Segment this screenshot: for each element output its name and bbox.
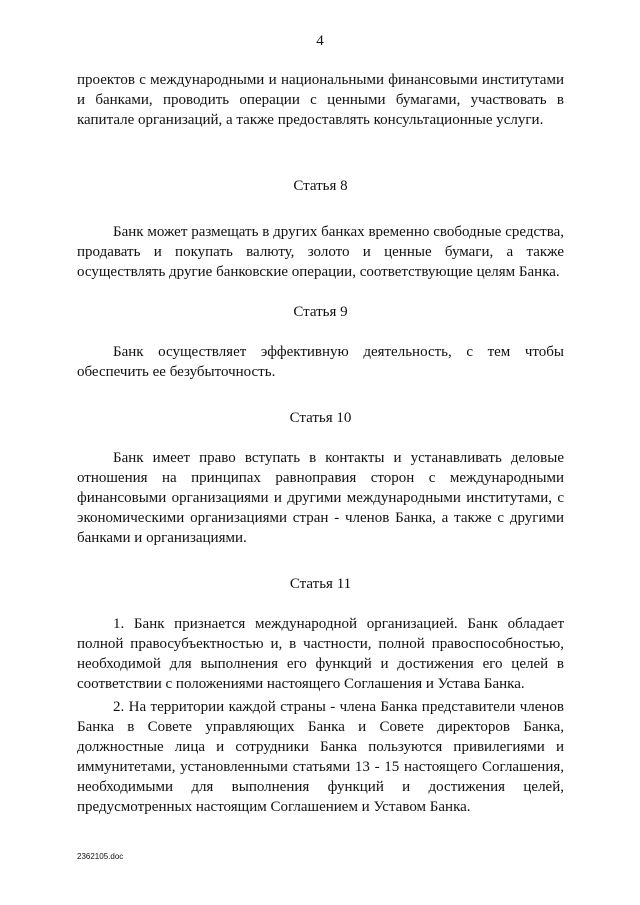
article-8-heading: Статья 8 [293,178,348,194]
article-10-text: Банк имеет право вступать в контакты и устанавливать деловые отношения на принципах равноправия сторон с международными финансовыми организациями и другими международными институтами, с экономическими организациями стран - членов Банка, а также с другими банками и организациями. [77,450,564,546]
article-9-text: Банк осуществляет эффективную деятельность, с тем чтобы обеспечить ее безубыточность. [77,344,564,380]
article-9-heading: Статья 9 [293,304,348,320]
article-11-heading: Статья 11 [289,576,352,592]
article-11-paragraph-1: 1. Банк признается международной организацией. Банк обладает полной правосубъектностью и, в частности, полной правоспособностью, необходимой для выполнения его функций и достижения его целей в соответствии с положениями настоящего Соглашения и Устава Банка. [77,616,564,692]
article-8-text: Банк может размещать в других банках временно свободные средства, продавать и покупать валюту, золото и ценные бумаги, а также осуществлять другие банковские операции, соответствующие целям Банка. [77,224,564,280]
file-name-footer: 2362105.doc [77,852,124,861]
document-body [77,70,564,817]
page-number: 4 [316,33,324,49]
article-10-heading: Статья 10 [289,410,352,426]
intro-paragraph: проектов с международными и национальными финансовыми институтами и банками, проводить операции с ценными бумагами, участвовать в капитале организаций, а также предоставлять консультационные услуги. [77,72,564,128]
article-11-paragraph-2: 2. На территории каждой страны - члена Банка представители членов Банка в Совете управляющих Банка и Совете директоров Банка, должностные лица и сотрудники Банка пользуются привилегиями и иммунитетами, установленными статьями 13 - 15 настоящего Соглашения, необходимыми для выполнения функций и достижения целей, предусмотренных настоящим Соглашением и Уставом Банка. [77,699,564,815]
